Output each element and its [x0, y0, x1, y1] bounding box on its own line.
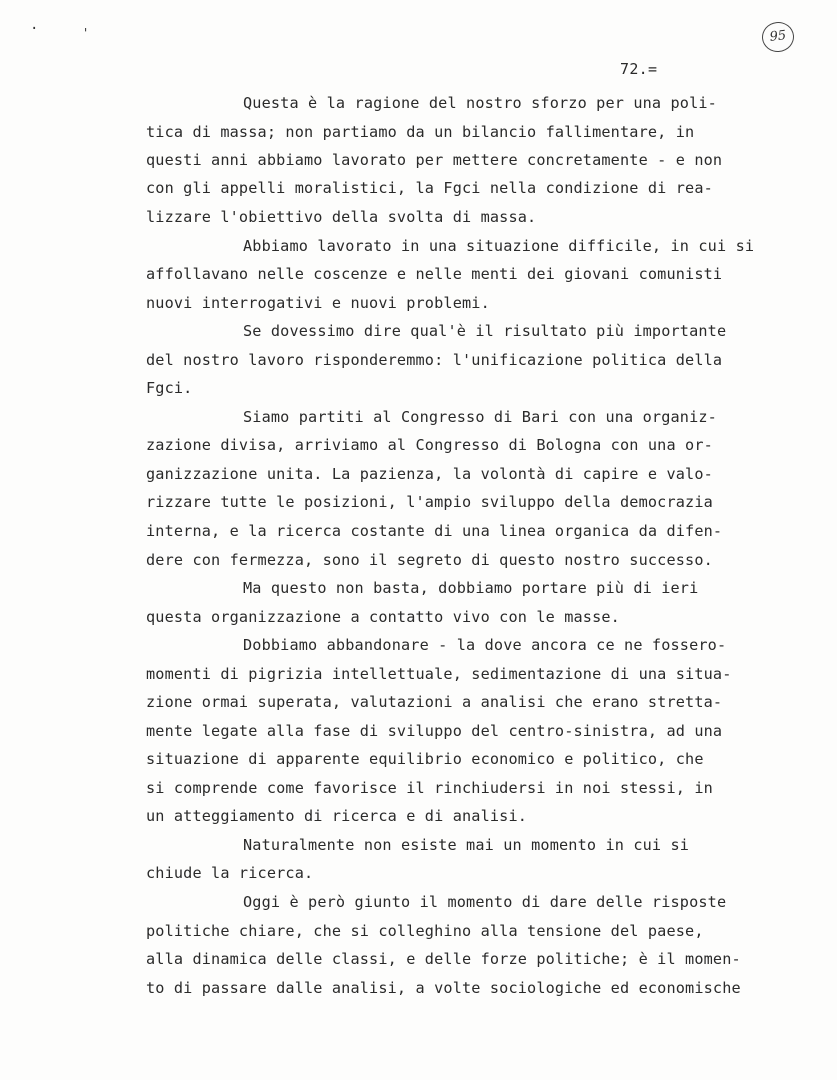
text-line: Naturalmente non esiste mai un momento in cui si [243, 836, 690, 854]
corner-mark-right: ' [82, 26, 90, 40]
text-line: mente legate alla fase di sviluppo del centro-sinistra, ad una [146, 722, 723, 740]
text-line: momenti di pigrizia intellettuale, sedimentazione di una situa- [146, 665, 732, 683]
text-line: questi anni abbiamo lavorato per mettere concretamente - e non [146, 151, 723, 169]
text-line: situazione di apparente equilibrio economico e politico, che [146, 750, 704, 768]
text-line: rizzare tutte le posizioni, l'ampio sviluppo della democrazia [146, 493, 713, 511]
text-line: questa organizzazione a contatto vivo con le masse. [146, 608, 620, 626]
text-line: tica di massa; non partiamo da un bilancio fallimentare, in [146, 123, 695, 141]
text-line: nuovi interrogativi e nuovi problemi. [146, 294, 490, 312]
text-line: alla dinamica delle classi, e delle forze politiche; è il momen- [146, 950, 741, 968]
text-line: politiche chiare, che si colleghino alla tensione del paese, [146, 922, 704, 940]
text-line: lizzare l'obiettivo della svolta di massa. [146, 208, 537, 226]
text-line: chiude la ricerca. [146, 864, 314, 882]
text-line: Ma questo non basta, dobbiamo portare più di ieri [243, 579, 699, 597]
text-line: Dobbiamo abbandonare - la dove ancora ce ne fossero- [243, 636, 727, 654]
text-line: ganizzazione unita. La pazienza, la volontà di capire e valo- [146, 465, 713, 483]
page-number: 72.= [620, 60, 658, 78]
text-line: dere con fermezza, sono il segreto di questo nostro successo. [146, 551, 713, 569]
text-line: del nostro lavoro risponderemmo: l'unificazione politica della [146, 351, 723, 369]
text-line: Se dovessimo dire qual'è il risultato più importante [243, 322, 727, 340]
text-line: Fgci. [146, 379, 193, 397]
text-line: zione ormai superata, valutazioni a analisi che erano stretta- [146, 693, 723, 711]
corner-mark-left: · [30, 21, 39, 37]
text-line: to di passare dalle analisi, a volte sociologiche ed economische [146, 979, 741, 997]
text-line: Oggi è però giunto il momento di dare delle risposte [243, 893, 727, 911]
text-line: con gli appelli moralistici, la Fgci nella condizione di rea- [146, 179, 713, 197]
text-line: interna, e la ricerca costante di una linea organica da difen- [146, 522, 723, 540]
text-line: affollavano nelle coscenze e nelle menti dei giovani comunisti [146, 265, 723, 283]
text-line: un atteggiamento di ricerca e di analisi. [146, 807, 528, 825]
text-line: si comprende come favorisce il rinchiudersi in noi stessi, in [146, 779, 713, 797]
text-line: Siamo partiti al Congresso di Bari con una organiz- [243, 408, 717, 426]
text-line: Abbiamo lavorato in una situazione difficile, in cui si [243, 237, 755, 255]
text-line: zazione divisa, arriviamo al Congresso di Bologna con una or- [146, 436, 713, 454]
text-line: Questa è la ragione del nostro sforzo per una poli- [243, 94, 717, 112]
archive-stamp-number: 95 [761, 20, 796, 53]
